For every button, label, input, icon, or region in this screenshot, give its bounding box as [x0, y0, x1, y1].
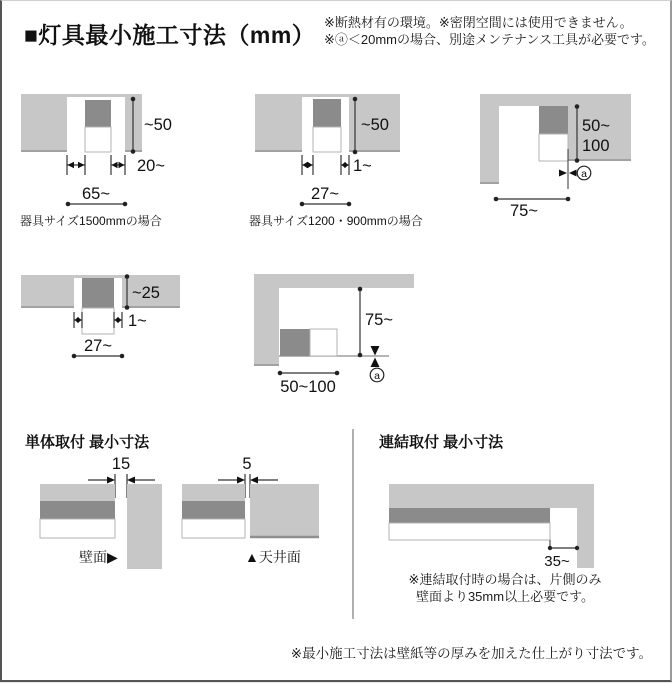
- ceiling-surface-label: ▲天井面: [245, 549, 301, 565]
- diagram-single-ceiling: [167, 451, 327, 571]
- gap-label: 20~: [137, 157, 165, 175]
- width-label: 65~: [82, 185, 110, 203]
- diagram-corner-recess: [478, 89, 670, 231]
- fixture-body: [82, 278, 114, 308]
- light-fixture: [280, 329, 337, 356]
- dimension-gap-a: [370, 346, 384, 382]
- diagram-recess-1200-900mm: [247, 89, 425, 231]
- fixture-diffuser: [310, 329, 337, 356]
- fixture-body: [40, 501, 115, 519]
- linked-note-line1: ※連結取付時の場合は、片側のみ: [408, 572, 602, 587]
- diagram-caption: 器具サイズ1500mmの場合: [20, 214, 162, 228]
- ceiling-section: [21, 94, 142, 152]
- linked-mount-header: 連結取付 最小寸法: [379, 434, 504, 451]
- diagram-corner-surface: [252, 271, 417, 403]
- depth-label-line1: 50~: [582, 117, 610, 135]
- fixture-diffuser: [539, 134, 568, 161]
- circled-a-label: a: [581, 168, 587, 180]
- dimension-width: [300, 185, 352, 206]
- fixture-body: [280, 329, 310, 356]
- wall-column: [577, 508, 594, 568]
- gap-label: 1~: [128, 312, 147, 330]
- wall-gap-label: 15: [111, 455, 131, 473]
- fixture-diffuser: [40, 519, 115, 538]
- ceiling-gap-label: 5: [242, 455, 252, 473]
- linked-note-line2: 壁面より35mm以上必要です。: [415, 588, 595, 604]
- dimension-side-gaps: [302, 155, 372, 175]
- ceiling-top-bar: [389, 484, 594, 508]
- light-fixture: [313, 99, 341, 152]
- fixture-diffuser: [389, 523, 550, 540]
- width-label: 75~: [510, 202, 538, 220]
- fixture-body: [539, 106, 568, 134]
- page-title: ■灯具最小施工寸法（mm）: [24, 22, 316, 48]
- section-divider: [352, 429, 354, 619]
- width-label: 27~: [84, 337, 112, 355]
- adjacent-ceiling-block: [250, 484, 319, 538]
- diagram-single-wall: [32, 451, 167, 571]
- width-label: 27~: [311, 185, 339, 203]
- wall-surface-label: 壁面▶: [79, 549, 118, 565]
- ceiling-block: [182, 484, 245, 501]
- diagram-linked-mount: [385, 476, 602, 573]
- diagram-caption: 器具サイズ1200・900mmの場合: [249, 214, 423, 228]
- gap-label: 1~: [353, 157, 372, 175]
- fixture-body: [85, 100, 111, 127]
- ceiling-block: [40, 484, 115, 501]
- depth-label: ~25: [132, 284, 160, 302]
- header-notes: [324, 14, 655, 48]
- dimension-width: [66, 185, 128, 206]
- dimension-side-gaps: [67, 155, 165, 175]
- fixture-diffuser: [313, 127, 341, 152]
- dimension-gap: [544, 540, 579, 570]
- diagram-recess-1500mm: [16, 89, 241, 231]
- linked-mount-note: [383, 572, 627, 605]
- wall-block: [127, 484, 162, 569]
- left-wall-strip: [254, 274, 279, 366]
- fixture-diffuser: [182, 519, 245, 538]
- left-wall-strip: [480, 94, 499, 184]
- diagram-shallow-recess: [16, 271, 186, 367]
- gap-label: 35~: [544, 553, 570, 570]
- width-label: 50~100: [280, 378, 336, 396]
- light-fixture: [82, 278, 114, 334]
- height-label: 75~: [365, 311, 393, 329]
- single-mount-header: 単体取付 最小寸法: [25, 434, 150, 451]
- light-fixture: [85, 100, 111, 152]
- circled-a-label: a: [374, 370, 380, 382]
- dimension-width: [494, 197, 571, 220]
- depth-label: ~50: [361, 116, 389, 134]
- footer-note: ※最小施工寸法は壁紙等の厚みを加えた仕上がり寸法です。: [290, 646, 652, 661]
- dimension-width: [72, 337, 125, 358]
- fixture-diffuser: [85, 127, 111, 152]
- fixture-diffuser: [82, 308, 114, 334]
- fixture-body: [389, 508, 550, 523]
- header-note-2: ※ⓐ＜20mmの場合、別途メンテナンス工具が必要です。: [324, 32, 655, 47]
- depth-label: ~50: [144, 116, 172, 134]
- light-fixture: [539, 106, 568, 161]
- depth-label-line2: 100: [582, 137, 610, 155]
- dimension-width: [278, 371, 340, 396]
- header-note-1: ※断熱材有の環境。※密閉空間には使用できません。: [324, 15, 633, 30]
- fixture-body: [182, 501, 245, 519]
- fixture-body: [313, 99, 341, 127]
